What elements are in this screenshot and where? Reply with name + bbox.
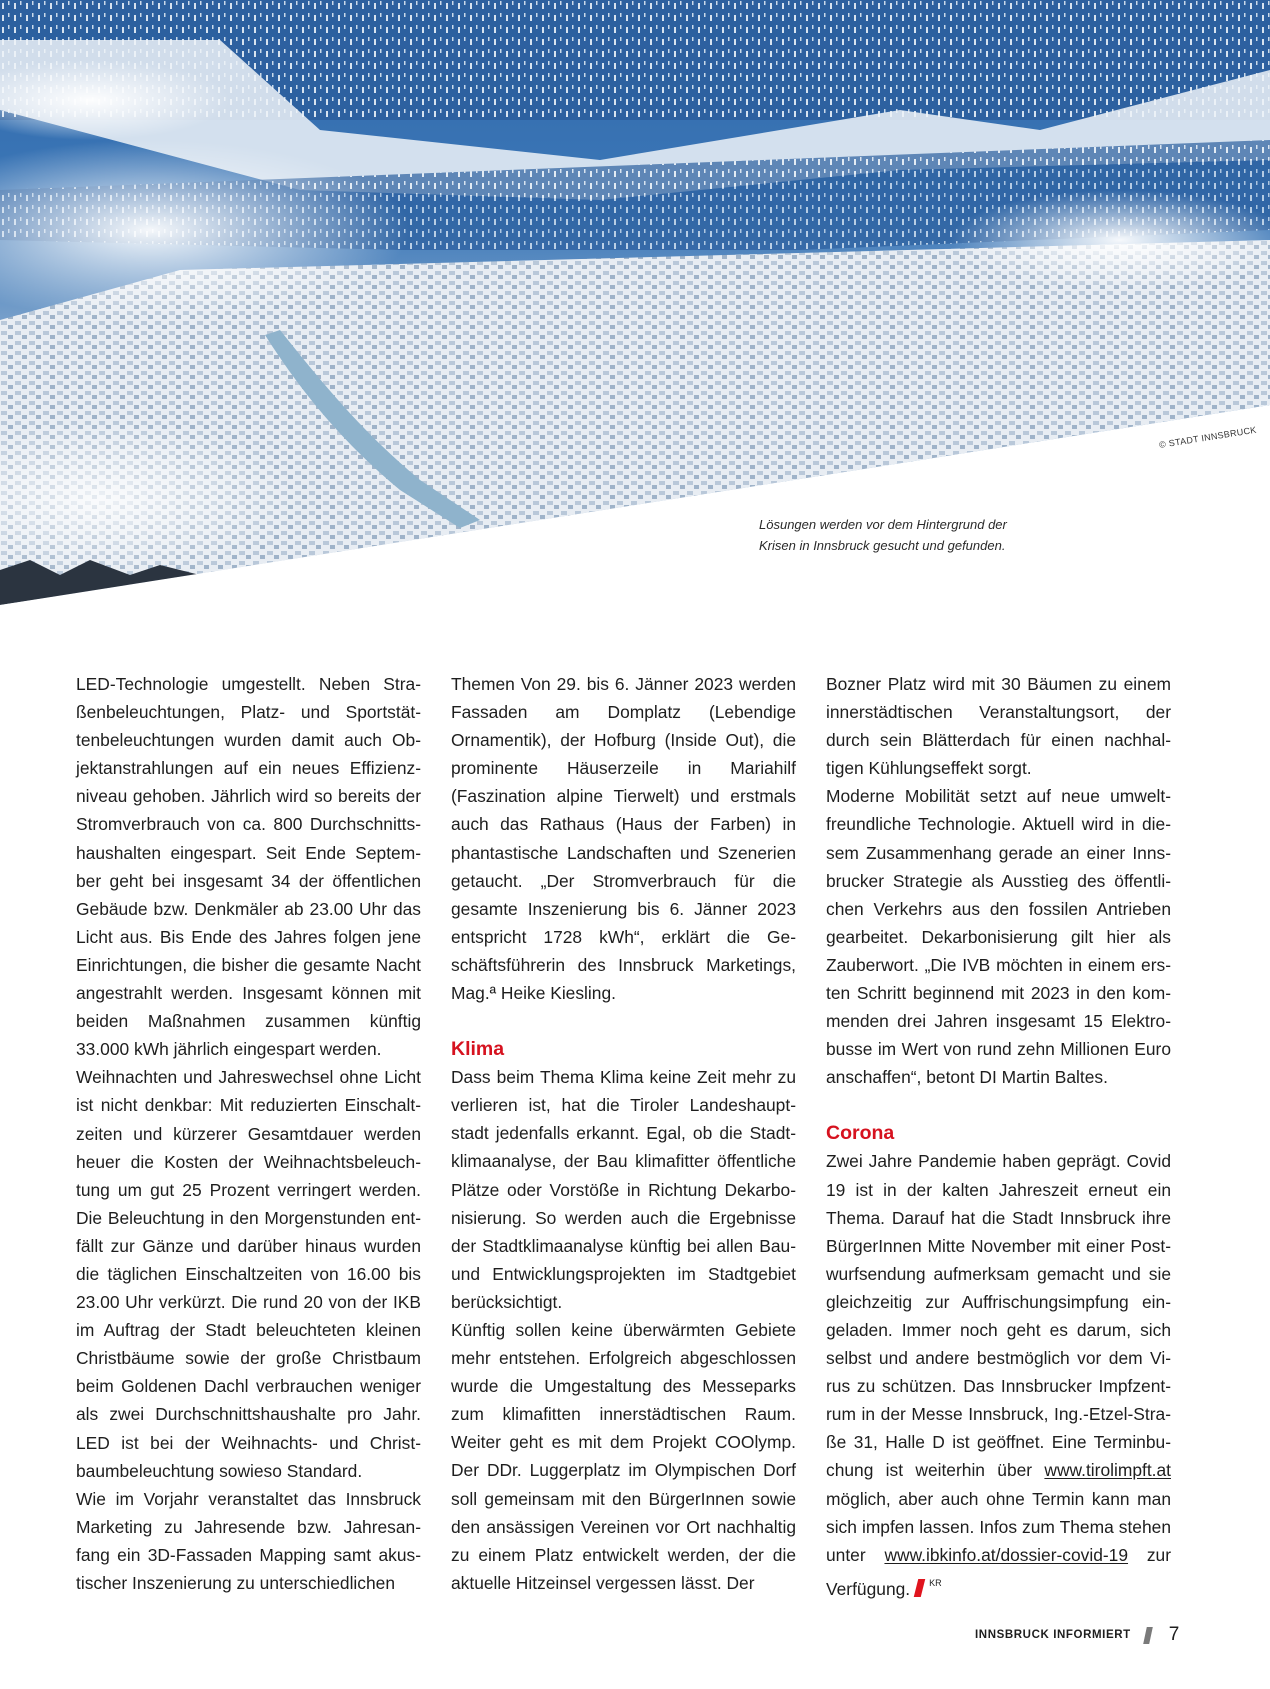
article-column-1 (76, 670, 421, 1597)
section-heading-corona: Corona (826, 1122, 895, 1145)
corona-text-part-3: zur Verfügung. (826, 1544, 1171, 1599)
paragraph-mobility: Moderne Mobilität setzt auf neue umweltfreundliche Technologie. Aktuell wird in diesem Zusammenhang gerade an einer Innsbrucker Strategie als Ausstieg des öffentlichen Verkehrs aus den fossilen Antrieben gearbeitet. Dekarbonisierung gilt hier als Zauberwort. „Die IVB möchten in einem ersten Schritt beginnend mit 2023 in den kommenden drei Jahren insgesamt 15 Elektrobusse im Wert von rund zehn Millionen Euro anschaffen“, betont DI Martin Baltes. (826, 786, 1171, 1088)
corona-text-part-1: Zwei Jahre Pandemie haben geprägt. Covid 19 ist in der kalten Jahreszeit erneut ein Thema. Darauf hat die Stadt Innsbruck ihre BürgerInnen Mitte November mit einer Postwurfsendung aufmerksam gemacht und sie gleichzeitig zur Auffrischungsimpfung eingeladen. Immer noch geht es darum, sich selbst und andere bestmöglich vor dem Virus zu schützen. Das Innsbrucker Impfzentrum in der Messe Innsbruck, Ing.-Etzel-Straße 31, Halle D ist geöffnet. Eine Terminbuchung ist weiterhin über (826, 1151, 1171, 1481)
corona-text-part-2: möglich, aber auch ohne Termin kann man sich impfen lassen. Infos zum Thema stehen unter (826, 1488, 1171, 1565)
paragraph-bozner-platz: Bozner Platz wird mit 30 Bäumen zu einem innerstädtischen Veranstaltungsort, der durch sein Blätterdach für einen nachhaltigen Kühlungseffekt sorgt. (826, 674, 1171, 779)
paragraph-christmas-lighting: Weihnachten und Jahreswechsel ohne Licht ist nicht denkbar: Mit reduzierten Einschaltzeiten und kürzerer Gesamtdauer werden heuer die Kosten der Weihnachtsbeleuchtung um gut 25 Prozent verringert werden. Die Beleuchtung in den Morgenstunden entfällt zur Gänze und darüber hinaus wurden die täglichen Einschaltzeiten von 16.00 bis 23.00 Uhr verkürzt. Die rund 20 von der IKB im Auftrag der Stadt beleuchteten kleinen Christbäume sowie der große Christbaum beim Goldenen Dachl verbrauchen weniger als zwei Durchschnittshaushalte pro Jahr. LED ist bei der Weihnachts- und Christbaumbeleuchtung sowieso Standard. (76, 1067, 421, 1481)
footer-slash-icon (1143, 1627, 1153, 1644)
end-of-article-slash-icon (914, 1579, 925, 1597)
photo-credit: © STADT INNSBRUCK (1158, 424, 1258, 450)
innsbruck-winter-aerial-image (0, 0, 1270, 610)
paragraph-coolymp: Künftig sollen keine überwärmten Gebiete mehr entstehen. Erfolgreich abgeschlossen wurde die Umgestaltung des Messeparks zum klimafitten innerstädtischen Raum. Weiter geht es mit dem Projekt COOlymp. Der DDr. Luggerplatz im Olympischen Dorf soll gemeinsam mit den BürgerInnen sowie den ansässigen Vereinen vor Ort nachhaltig zu einem Platz entwickelt werden, der die aktuelle Hitzeinsel vergessen lässt. Der (451, 1319, 796, 1593)
paragraph-facade-themes: Themen Von 29. bis 6. Jänner 2023 werden Fassaden am Domplatz (Lebendige Ornamentik), der Hofburg (Inside Out), die prominente Häuserzeile in Mariahilf (Faszination alpine Tierwelt) und erstmals auch das Rathaus (Haus der Farben) in phantastische Landschaften und Szenerien getaucht. „Der Stromverbrauch für die gesamte Inszenierung bis 6. Jänner 2023 entspricht 1728 kWh“, erklärt die Geschäftsführerin des Innsbruck Marketings, Mag.ª Heike Kiesling. (451, 674, 796, 1004)
photo-caption (759, 514, 1059, 556)
article-column-2 (451, 670, 796, 1597)
caption-line-1: Lösungen werden vor dem Hintergrund der (759, 517, 1007, 532)
article-column-3 (826, 670, 1171, 1603)
page-number: 7 (1168, 1624, 1180, 1645)
paragraph-corona (826, 1147, 1171, 1603)
publication-name: INNSBRUCK INFORMIERT (975, 1629, 1131, 1641)
author-signature: KR (929, 1577, 942, 1588)
link-tirolimpft[interactable]: www.tirolimpft.at (1044, 1460, 1171, 1481)
paragraph-led-lighting: LED-Technologie umgestellt. Neben Straßenbeleuchtungen, Platz- und Sportstättenbeleuchtungen wurden damit auch Objektanstrahlungen auf ein neues Effizienzniveau gehoben. Jährlich wird so bereits der Stromverbrauch von ca. 800 Durchschnittshaushalten eingespart. Seit Ende September geht bei insgesamt 34 der öffentlichen Gebäude bzw. Denkmäler ab 23.00 Uhr das Licht aus. Bis Ende des Jahres folgen jene Einrichtungen, die bisher die gesamte Nacht angestrahlt werden. Insgesamt können mit beiden Maßnahmen zusammen künftig 33.000 kWh jährlich eingespart werden. (76, 674, 421, 1060)
paragraph-klima-intro: Dass beim Thema Klima keine Zeit mehr zu verlieren ist, hat die Tiroler Landeshauptstadt jedenfalls erkannt. Egal, ob die Stadtklimaanalyse, der Bau klimafitter öffentliche Plätze oder Vorstöße in Richtung Dekarbonisierung. So werden auch die Ergebnisse der Stadtklimaanalyse künftig bei allen Bau- und Entwicklungsprojekten im Stadtgebiet berücksichtigt. (451, 1067, 796, 1312)
section-heading-klima: Klima (451, 1038, 505, 1061)
page-footer (975, 1624, 1179, 1646)
link-ibkinfo-covid[interactable]: www.ibkinfo.at/dossier-covid-19 (884, 1544, 1129, 1565)
paragraph-facade-mapping: Wie im Vorjahr veranstaltet das Innsbruck Marketing zu Jahresende bzw. Jahresanfang ein 3D-Fassaden Mapping samt akustischer Inszenierung zu unterschiedlichen (76, 1488, 421, 1593)
hero-photo (0, 0, 1270, 610)
caption-line-2: Krisen in Innsbruck gesucht und gefunden. (759, 538, 1006, 553)
